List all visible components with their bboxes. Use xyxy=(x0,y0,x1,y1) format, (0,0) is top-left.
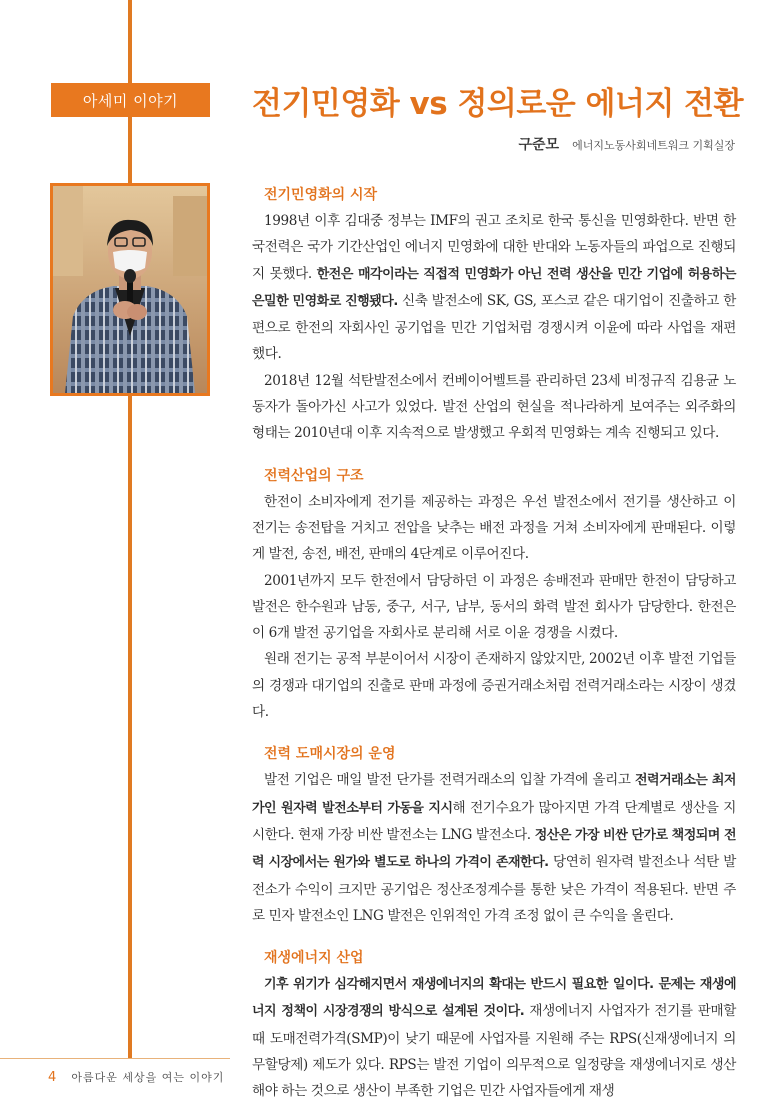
vertical-accent-line xyxy=(128,0,132,1058)
body-paragraph xyxy=(252,767,736,929)
emphasis-text: 전력거래소는 최저가인 원자력 발전소부터 가동을 지시 xyxy=(252,773,736,816)
emphasis-text: 한전은 매각이라는 직접적 민영화가 아닌 전력 생산을 민간 기업에 허용하는 은밀한 민영화로 진행됐다. xyxy=(252,266,736,309)
page-footer xyxy=(48,1066,224,1085)
body-paragraph xyxy=(252,208,736,368)
body-text: 2018년 12월 석탄발전소에서 컨베이어벨트를 관리하던 23세 비정규직 김용균 노동자가 돌아가신 사고가 있었다. 발전 산업의 현실을 적나라하게 보여주는 외주화의 형태는 2010년대 이후 지속적으로 발생했고 우회적 민영화는 계속 진행되고 있다. xyxy=(252,372,736,442)
body-paragraph xyxy=(252,489,736,568)
body-text: 신축 발전소에 SK, GS, 포스코 같은 대기업이 진출하고 한편으로 한전의 자회사인 공기업을 민간 기업처럼 경쟁시켜 이윤에 따라 사업을 재편했다. xyxy=(252,292,736,363)
magazine-title: 아름다운 세상을 여는 이야기 xyxy=(71,1071,225,1084)
section-gap xyxy=(252,447,736,463)
page-number: 4 xyxy=(48,1070,57,1085)
page-title: 전기민영화 vs 정의로운 에너지 전환 xyxy=(252,86,744,122)
emphasis-text: 정산은 가장 비싼 단가로 책정되며 전력 시장에서는 원가와 별도로 하나의 가격이 존재한다. xyxy=(252,827,737,871)
section-heading: 전력산업의 구조 xyxy=(264,467,364,484)
section-heading: 전력 도매시장의 운영 xyxy=(264,746,396,763)
body-text: 당연히 원자력 발전소나 석탄 발전소가 수익이 크지만 공기업은 정산조정계수를 통한 낮은 가격이 적용된다. 반면 주로 민자 발전소인 LNG 발전은 인위적인 가격 조정 없이 큰 수익을 올린다. xyxy=(252,854,736,924)
section-gap xyxy=(252,725,736,741)
footer-rule xyxy=(0,1058,230,1059)
section-heading: 재생에너지 산업 xyxy=(264,950,364,967)
article-body xyxy=(252,182,736,1105)
body-paragraph xyxy=(252,568,736,647)
author-name: 구준모 xyxy=(518,137,560,153)
body-text: 해 전기수요가 많아지면 가격 단계별로 생산을 지시한다. 현재 가장 비싼 발전소는 LNG 발전소다. xyxy=(252,799,737,843)
body-text: 한전이 소비자에게 전기를 제공하는 과정은 우선 발전소에서 전기를 생산하고 이 전기는 송전탑을 거치고 전압을 낮추는 배전 과정을 거쳐 소비자에게 판매된다. 이렇게 발전, 송전, 배전, 판매의 4단계로 이루어진다. xyxy=(252,493,736,563)
author-photo xyxy=(50,183,210,396)
body-text: 2001년까지 모두 한전에서 담당하던 이 과정은 송배전과 판매만 한전이 담당하고 발전은 한수원과 남동, 중구, 서구, 남부, 동서의 화력 발전 회사가 담당한다. 한전은 이 6개 발전 공기업을 자회사로 분리해 서로 이윤 경쟁을 시켰다. xyxy=(252,572,736,642)
author-role: 에너지노동사회네트워크 기획실장 xyxy=(572,139,735,152)
body-paragraph xyxy=(252,971,736,1104)
body-paragraph xyxy=(252,646,736,725)
section-gap xyxy=(252,929,736,945)
body-text: 재생에너지 사업자가 전기를 판매할 때 도매전력가격(SMP)이 낮기 때문에 사업자를 지원해 주는 RPS(신재생에너지 의무할당제) 제도가 있다. RPS는 발전 기업이 의무적으로 일정량을 재생에너지로 생산해야 하는 것으로 생산이 부족한 기업은 민간 사업자들에게 재생 xyxy=(252,1003,736,1100)
body-text: 발전 기업은 매일 발전 단가를 전력거래소의 입찰 가격에 올리고 xyxy=(264,772,635,789)
body-text: 1998년 이후 김대중 정부는 IMF의 권고 조치로 한국 통신을 민영화한다. 반면 한국전력은 국가 기간산업인 에너지 민영화에 대한 반대와 노동자들의 파업으로 진행되지 못했다. xyxy=(252,213,736,282)
author-byline xyxy=(518,134,735,154)
body-paragraph xyxy=(252,368,736,447)
body-text: 원래 전기는 공적 부분이어서 시장이 존재하지 않았지만, 2002년 이후 발전 기업들의 경쟁과 대기업의 진출로 판매 과정에 증권거래소처럼 전력거래소라는 시장이 생겼다. xyxy=(252,651,736,721)
section-label: 아세미 이야기 xyxy=(51,83,210,117)
section-heading: 전기민영화의 시작 xyxy=(264,187,378,203)
emphasis-text: 기후 위기가 심각해지면서 재생에너지의 확대는 반드시 필요한 일이다. 문제는 재생에너지 정책이 시장경쟁의 방식으로 설계된 것이다. xyxy=(252,977,736,1020)
